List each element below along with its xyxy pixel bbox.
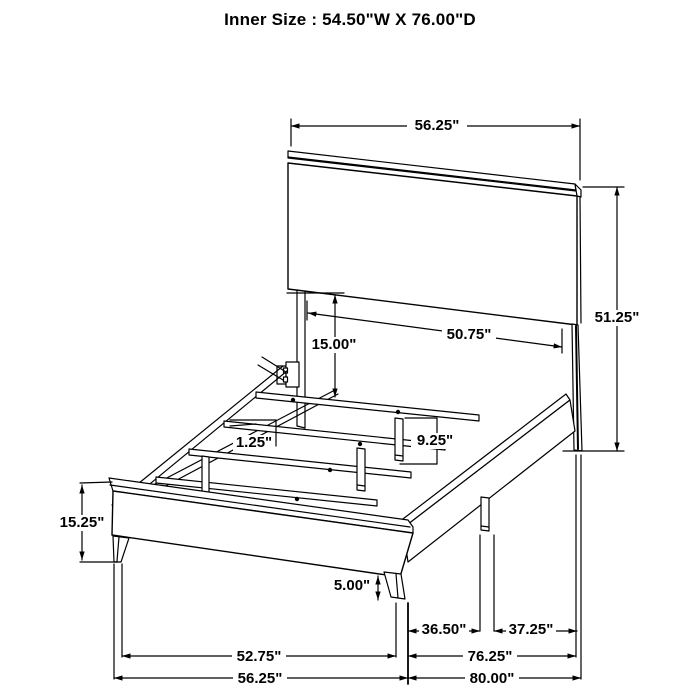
- dim-footboard-width: 56.25": [233, 671, 287, 687]
- dim-center-leg-to-headboard: 37.25": [506, 622, 556, 638]
- headboard: [277, 151, 582, 451]
- dim-center-leg-to-footboard: 36.50": [419, 622, 469, 638]
- dim-headboard-width: 56.25": [407, 118, 467, 134]
- right-side-rail: [399, 394, 575, 562]
- dim-footboard-inner-width: 52.75": [232, 649, 286, 665]
- dim-footboard-height: 15.25": [55, 515, 109, 531]
- rail-bracket: [277, 362, 299, 387]
- dim-slat-thickness: 1.25": [233, 435, 275, 451]
- dim-headboard-inner-width: 50.75": [442, 327, 496, 343]
- diagram-title: Inner Size : 54.50"W X 76.00"D: [224, 10, 476, 29]
- dim-panel-to-slat-height: 15.00": [307, 337, 361, 353]
- dim-footboard-clearance: 5.00": [330, 578, 374, 594]
- dim-slat-gap: 9.25": [411, 433, 459, 449]
- dim-headboard-height: 51.25": [591, 310, 643, 326]
- dim-overall-depth: 80.00": [465, 671, 519, 687]
- dim-side-rail-depth: 76.25": [463, 649, 517, 665]
